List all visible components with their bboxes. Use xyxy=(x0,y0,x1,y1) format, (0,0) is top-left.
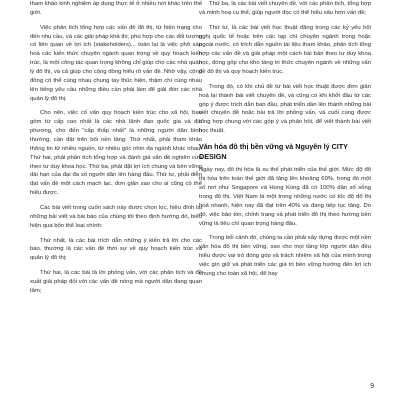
right-column xyxy=(199,0,371,285)
paragraph: Các bài viết trong cuốn sách này được chọn lọc, hiệu đính lại những bài viết và bài báo của chúng tôi theo định hướng đó, biểu hiện qua bốn thể loại chính: xyxy=(30,205,202,229)
paragraph: Thứ tư, là các bài viết học thuật đăng trong các kỷ yếu hội nghị quốc tế hoặc trên các tạp chí chuyên ngành trong hoặc ngoài nước, có trích dẫn nguồn tài liệu tham khảo, phân tích tổng hợp các vấn đề và giải pháp một cách bài bản theo tư duy khoa học, đóng góp cho kho tàng tri thức chuyên ngành về những vấn đề đô thị và quy hoạch kiến trúc. xyxy=(199,24,371,76)
paragraph: Trong đó, có khi chủ đề từ bài viết học thuật được đơn giản hoá lại thành bài viết chuyên đề, và cũng có khi khởi đầu từ các góp ý được trích dẫn ban đầu, phát triển dần lên thành những bài viết chuyên đề hoặc bài trả lời phỏng vấn, và cuối cùng được tổng hợp chung với các góp ý và phản hồi, để viết thành bài viết học thuật. xyxy=(199,83,371,135)
paragraph: Ngày nay, đô thị hóa là xu thế phát triển của thế giới. Mức độ đô thị hóa trên toàn thế giới đã tăng lên khoảng 60%, trong đó một số nơi như Singapore và Hong Kong đã có 100% dân số sống trong đô thị. Việt Nam là một trong những nước có tốc độ đô thị hoá nhanh, hiện nay đã đạt trên 40% và đang tiếp tục tăng. Do đó, việc bảo tồn, chỉnh trang và phát triển đô thị theo hướng bền vững là tiêu chí quan trọng hàng đầu. xyxy=(199,167,371,227)
section-heading: Văn hóa đô thị bền vững và Nguyên lý CITY DESIGN xyxy=(199,142,348,161)
page-number: 9 xyxy=(370,383,374,390)
paragraph: Việc phân tích tổng hợp các vấn đề đô thị, từ hiện trạng cho đến nhu cầu, và các giải pháp khả thi, phù hợp cho các đối tượng có liên quan về lợi ích (stakeholders)... toàn lại là việc phô sáp hoà các kiến thức chuyên ngành quan trọng về quy hoạch kiến trúc, là một công tác quan trọng không chỉ giúp cho các nhà quản lý đô thị, và cả giúp cho cộng đồng hiểu rõ vấn đề. Nhờ vậy, cộng đồng có thể cùng nhau chung tay thúc hiện, thậm chí cùng nhau lên tiếng yêu cầu những điều cần phải làm để giải đón các nhà quản lý đô thị. xyxy=(30,24,202,102)
paragraph: tham khảo kinh nghiệm áp dụng thực tế ở nhiều nơi khác trên thế giới. xyxy=(30,1,202,16)
paragraph: Trong bối cảnh đó, chúng ta cần phải xây dựng được một nền văn hóa đô thị bền vững, sao cho mọi tầng lớp người dân đều hiểu được vai trò đóng góp và trách nhiệm xã hội của mình trong việc gìn giữ và phát triển các giá trị bền vững hướng đến lợi ích chung cho toàn xã hội, để hay xyxy=(199,235,371,277)
left-column xyxy=(30,0,202,302)
paragraph: Thứ nhất, là các bài trích dẫn những ý kiến trả lời cho các báo, thường là các vấn đề thời sự về quy hoạch kiến trúc và quản lý đô thị; xyxy=(30,237,202,262)
paragraph: Thứ hai, là các bài tả lời phỏng vấn, với các phân tích và đề xuất giải pháp đối với các vấn đề nóng mà người dân đang quan tâm; xyxy=(30,270,202,294)
paragraph: Thứ ba, là các bài viết chuyên đề, với các phân tích, tổng hợp và minh hoạ cụ thể, giúp người đọc có thể hiểu sâu hơn vấn đề; xyxy=(199,1,371,16)
paragraph: Cho nên, việc cố vấn quy hoạch kiến trúc cho xã hội, bao gồm từ cấp cao nhất là các nhà lãnh đạo quốc gia và địa phương, cho đến "cấp thấp nhất" là những người dân bình thường, cần đặt trên bối nền tảng: Thứ nhất, phải tham khảo thông tin từ nhiều nguồn, từ nhiều góc nhìn đa ngành khác nhau. Thứ hai, phải phân tích tổng hợp và đánh giá vấn đề nghiên cứu theo tư duy khoa học. Thứ ba, phải đặt lợi ích chung và bền vững dài hạn của đại đa số người dân lên hàng đầu. Thứ tư, phải diễn đạt vấn đề một cách mạch lạc, đơn giản sao cho ai cũng có thể hiểu được. xyxy=(30,110,202,197)
